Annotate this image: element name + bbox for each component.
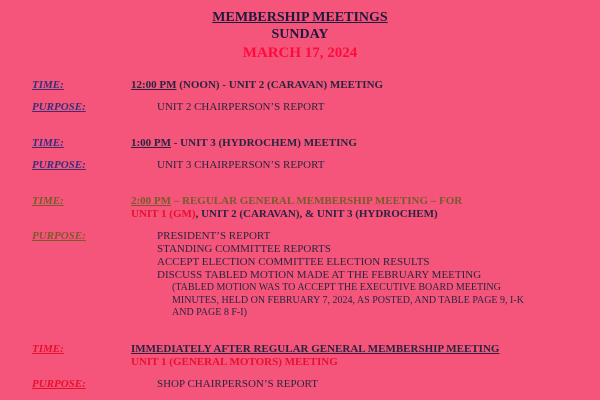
- time-label: TIME:: [32, 343, 64, 355]
- tabled-note-line: AND PAGE 8 F-I): [172, 307, 247, 318]
- purpose-item: PRESIDENT’S REPORT: [157, 230, 271, 242]
- purpose-label: PURPOSE:: [32, 378, 86, 390]
- doc-day: SUNDAY: [271, 27, 329, 42]
- purpose-item: DISCUSS TABLED MOTION MADE AT THE FEBRUARY MEETING: [157, 269, 482, 281]
- time-label: TIME:: [32, 195, 64, 207]
- purpose-item: ACCEPT ELECTION COMMITTEE ELECTION RESULTS: [157, 256, 430, 268]
- meeting2-purpose: UNIT 3 CHAIRPERSON’S REPORT: [157, 159, 325, 171]
- meeting1-time: 12:00 PM (NOON) - UNIT 2 (CARAVAN) MEETING: [131, 79, 384, 91]
- doc-title: MEMBERSHIP MEETINGS: [212, 10, 388, 25]
- meeting4-unit: UNIT 1 (GENERAL MOTORS) MEETING: [131, 356, 338, 368]
- doc-date: MARCH 17, 2024: [242, 45, 358, 61]
- time-label: TIME:: [32, 79, 64, 91]
- meeting4-purpose: SHOP CHAIRPERSON’S REPORT: [157, 378, 318, 390]
- purpose-label: PURPOSE:: [32, 101, 86, 113]
- tabled-note-line: MINUTES, HELD ON FEBRUARY 7, 2024, AS POSTED, AND TABLE PAGE 9, I-K: [172, 295, 524, 306]
- purpose-item: STANDING COMMITTEE REPORTS: [157, 243, 331, 255]
- meeting2-time: 1:00 PM - UNIT 3 (HYDROCHEM) MEETING: [131, 137, 357, 149]
- time-label: TIME:: [32, 137, 64, 149]
- meeting1-purpose: UNIT 2 CHAIRPERSON’S REPORT: [157, 101, 325, 113]
- purpose-label: PURPOSE:: [32, 230, 86, 242]
- purpose-label: PURPOSE:: [32, 159, 86, 171]
- meeting3-time: 2:00 PM – REGULAR GENERAL MEMBERSHIP MEETING – FOR: [131, 195, 463, 207]
- meeting3-units: UNIT 1 (GM), UNIT 2 (CARAVAN), & UNIT 3 (HYDROCHEM): [131, 208, 438, 220]
- tabled-note-line: (TABLED MOTION WAS TO ACCEPT THE EXECUTIVE BOARD MEETING: [172, 282, 501, 293]
- meeting4-time: IMMEDIATELY AFTER REGULAR GENERAL MEMBERSHIP MEETING: [131, 343, 500, 355]
